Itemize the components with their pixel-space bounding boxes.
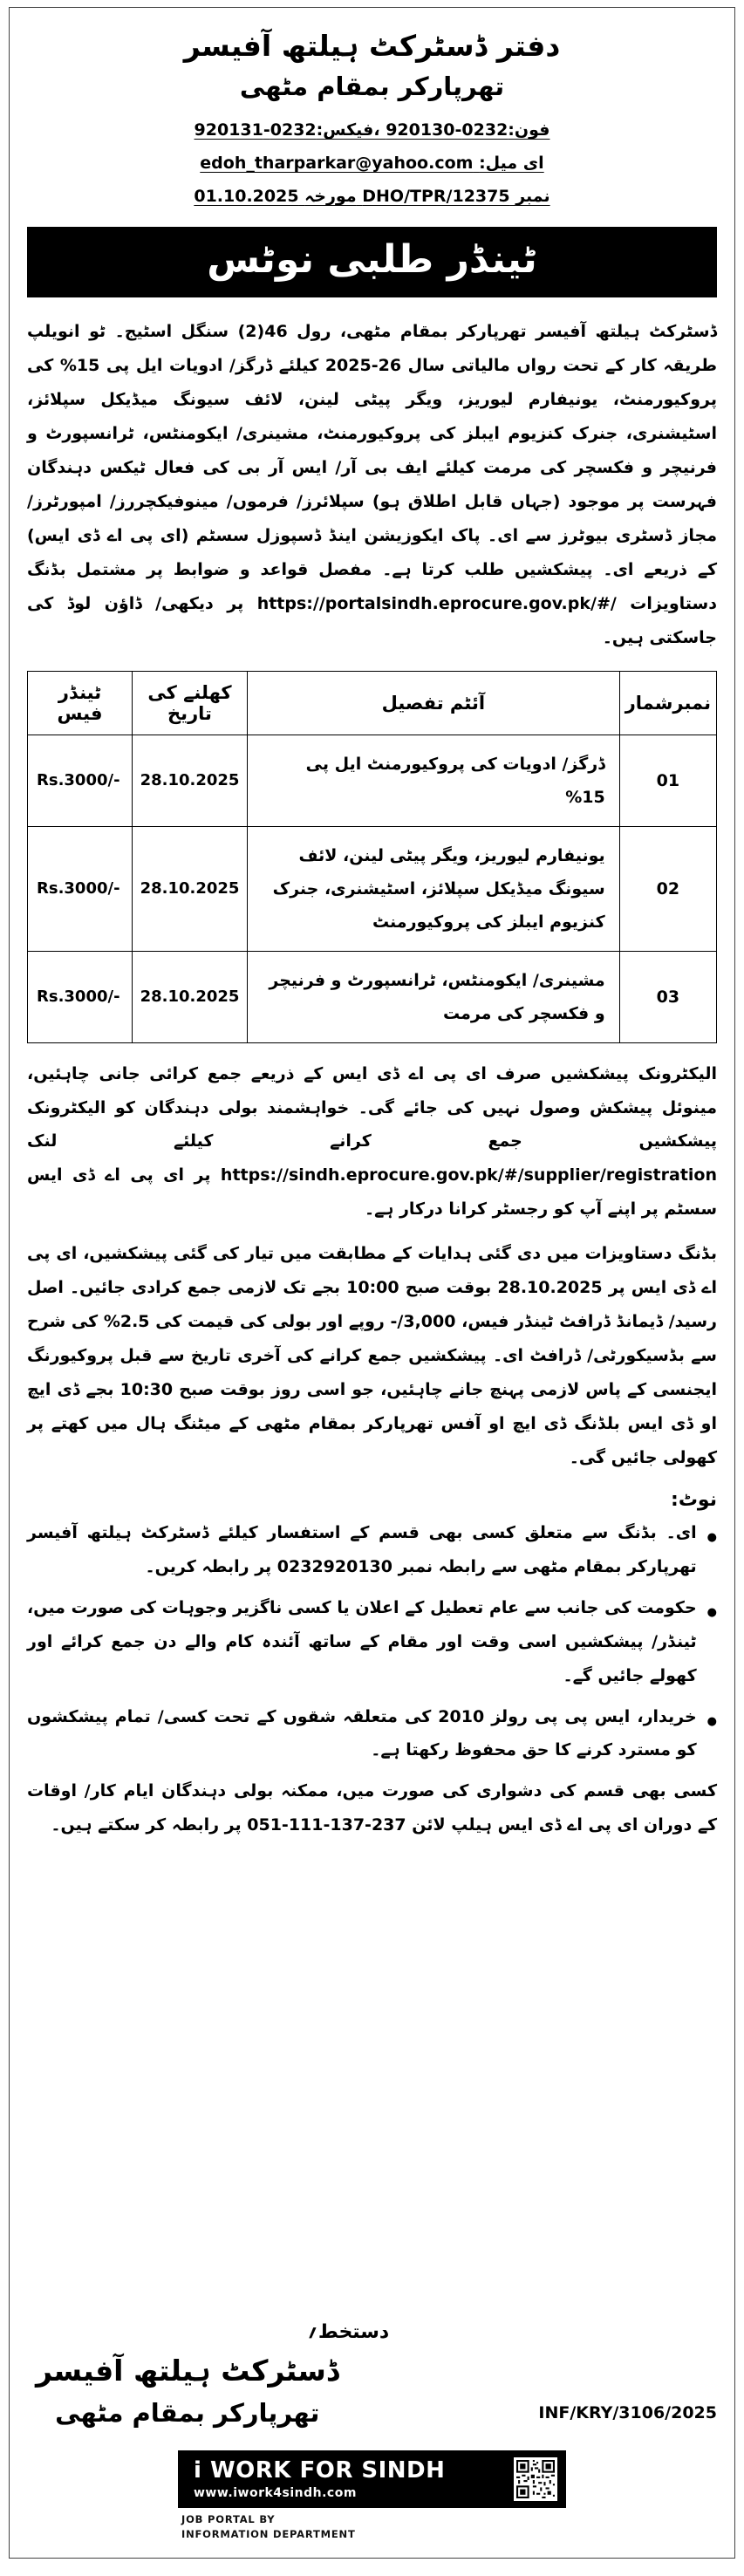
letterhead (27, 20, 717, 213)
ref-date: 01.10.2025 (194, 187, 299, 207)
iworkforsindh-footer (178, 2450, 566, 2543)
portal-url-link[interactable]: https://portalsindh.eprocure.gov.pk/#/ (256, 593, 617, 613)
table-row (28, 951, 717, 1042)
note-item-text: ای۔ بڈنگ سے متعلق کسی بھی قسم کے استفسار کیلئے ڈسٹرکٹ ہیلتھ آفیسر تھرپارکر بمقام مٹھی سے رابطہ نمبر 0232920130 پر رابطہ کریں۔ (27, 1522, 697, 1576)
footer-brand: i WORK FOR SINDH (194, 2457, 446, 2484)
cell-serial: 03 (619, 951, 716, 1042)
e-submission-paragraph (27, 1057, 717, 1227)
col-header-serial: نمبرشمار (619, 671, 716, 735)
footer-tagline-line2: INFORMATION DEPARTMENT (181, 2527, 356, 2540)
bullet-icon (707, 1700, 717, 1768)
cell-item: ڈرگز/ ادویات کی پروکیورمنٹ ایل پی 15% (248, 735, 620, 826)
helpline-paragraph: کسی بھی قسم کی دشواری کی صورت میں، ممکنہ بولی دہندگان ایام کار/ اوقات کے دوران ای پی اے ڈی ایس ہیلپ لائن 237-137-111-051 پر رابطہ کر سکتے ہیں۔ (27, 1781, 717, 1835)
note-item-text: حکومت کی جانب سے عام تعطیل کے اعلان یا کسی ناگزیر وجوہات کی صورت میں، ٹینڈر/ پیشکشیں اسی وقت اور مقام کے ساتھ آئندہ کام والے دن جمع کرائے اور کھولے جائیں گے۔ (27, 1597, 697, 1685)
cell-tender-fee: Rs.3000/- (28, 951, 133, 1042)
col-header-item: آئٹم تفصیل (248, 671, 620, 735)
ref-line (27, 180, 717, 213)
table-row (28, 735, 717, 826)
col-header-opening-date: کھلنے کی تاریخ (133, 671, 248, 735)
bullet-icon (707, 1591, 717, 1693)
signatory-title: ڈسٹرکٹ ہیلتھ آفیسر (36, 2353, 339, 2388)
tender-notice-banner (27, 227, 717, 297)
note-item (27, 1516, 717, 1584)
submission-text-after: پر ای پی اے ڈی ایس سسٹم پر اپنے آپ کو رجسٹر کرانا درکار ہے۔ (27, 1165, 717, 1220)
qr-code (514, 2457, 557, 2501)
deadline-paragraph: بڈنگ دستاویزات میں دی گئی ہدایات کے مطابقت میں تیار کی گئی پیشکشیں، ای پی اے ڈی ایس پر 28.10.2025 بوقت صبح 10:00 بجے تک لازمی جمع کرادی جائیں۔ اصل رسید/ ڈیمانڈ ڈرافٹ ٹینڈر فیس، 3,000/- روپے اور بولی کی قیمت کی 2.5% کی شرح سے بڈسیکورٹی/ ڈرافٹ ای۔ پیشکشیں جمع کرانے کی آخری تاریخ سے قبل پروکیورنگ ایجنسی کے پاس لازمی پہنچ جانے چاہئیں، جو اسی روز بوقت صبح 10:30 بجے ڈی ایچ او ڈی ایس بلڈنگ ڈی ایچ او آفس تھرپارکر بمقام مٹھی کے میٹنگ ہال میں کھتے پر کھولی جائیں گی۔ (27, 1244, 717, 1467)
col-header-tender-fee: ٹینڈر فیس (28, 671, 133, 735)
registration-url-link[interactable]: https://sindh.eprocure.gov.pk/#/supplier/registration (220, 1165, 717, 1186)
signature-block (27, 2321, 717, 2431)
note-item (27, 1700, 717, 1768)
cell-opening-date: 28.10.2025 (133, 951, 248, 1042)
note-item-text: خریدار، ایس پی پی رولز 2010 کی متعلقہ شقوں کے تحت کسی/ تمام پیشکشوں کو مسترد کرنے کا حق محفوظ رکھتا ہے۔ (27, 1706, 697, 1760)
cell-tender-fee: Rs.3000/- (28, 735, 133, 826)
footer-banner (178, 2450, 566, 2508)
cell-item: مشینری/ ایکومنٹس، ٹرانسپورٹ و فرنیچر و فکسچر کی مرمت (248, 951, 620, 1042)
tender-items-table (27, 671, 717, 1043)
ref-number: DHO/TPR/12375 (362, 187, 510, 207)
table-header-row (28, 671, 717, 735)
email-label: ای میل: (479, 154, 544, 174)
office-subtitle: تھرپارکر بمقام مٹھی (239, 72, 505, 102)
email-address[interactable]: edoh_tharparkar@yahoo.com (200, 154, 474, 174)
signatory-designation (27, 2347, 339, 2431)
intro-text-before: ڈسٹرکٹ ہیلتھ آفیسر تھرپارکر بمقام مٹھی، رول 46(2) سنگل اسٹیج۔ ٹو انویلپ طریقہ کار کے تحت رواں مالیاتی سال 26-2025 کیلئے ڈرگز/ ادویات ایل پی 15% کی پروکیورمنٹ، یونیفارم لیوریز، ویگر پیٹی لینن، لائف سیونگ میڈیکل سپلائز، اسٹیشنری، جنرک کنزیوم ایبلز کی پروکیورمنٹ، مشینری/ ایکومنٹس، ٹرانسپورٹ و فرنیچر و فکسچر کی مرمت کیلئے ایف بی آر/ ایس آر بی کی فعال ٹیکس دہندگان فہرست پر موجود (جہاں قابل اطلاق ہو) سپلائرز/ فرموں/ مینوفیکچررز/ امپورٹرز/ مجاز ڈسٹری بیوٹرز سے ای۔ پاک ایکوزیشن اینڈ ڈسپوزل سسٹم (ای پی اے ڈی ایس) کے ذریعے ای۔ پیشکشیں طلب کرتا ہے۔ مفصل قواعد و ضوابط پر مشتمل بڈنگ دستاویزات (27, 322, 717, 613)
table-row (28, 826, 717, 951)
footer-tagline-line1: JOB PORTAL BY (181, 2512, 276, 2525)
spacer (27, 1853, 717, 2313)
note-heading: نوٹ: (671, 1488, 717, 1511)
cell-opening-date: 28.10.2025 (133, 826, 248, 951)
intro-paragraph (27, 315, 717, 654)
signatory-location: تھرپارکر بمقام مٹھی (55, 2397, 320, 2428)
intro-text-after: پر دیکھی/ ڈاؤن لوڈ کی جاسکتی ہیں۔ (27, 593, 717, 647)
bullet-icon (707, 1516, 717, 1584)
banner-title: ٹینڈر طلبی نوٹس (207, 237, 537, 283)
email-line (27, 147, 717, 180)
cell-serial: 02 (619, 826, 716, 951)
ref-label: نمبر (515, 187, 550, 207)
footer-tagline (178, 2512, 566, 2543)
notice-frame (9, 7, 735, 2559)
footer-website[interactable]: www.iwork4sindh.com (194, 2486, 357, 2500)
note-item (27, 1591, 717, 1693)
cell-serial: 01 (619, 735, 716, 826)
cell-item: یونیفارم لیوریز، ویگر پیٹی لینن، لائف سیونگ میڈیکل سپلائز، اسٹیشنری، جنرک کنزیوم ایبلز کی پروکیورمنٹ (248, 826, 620, 951)
signature-label: دستخط؍ (307, 2320, 390, 2343)
cell-tender-fee: Rs.3000/- (28, 826, 133, 951)
inf-reference: INF/KRY/3106/2025 (538, 2402, 717, 2422)
cell-opening-date: 28.10.2025 (133, 735, 248, 826)
office-title: دفتر ڈسٹرکٹ ہیلتھ آفیسر (183, 29, 561, 63)
phone-fax-line: فون:0232-920130 ،فیکس:0232-920131 (194, 120, 550, 140)
submission-text-before: الیکٹرونک پیشکشیں صرف ای پی اے ڈی ایس کے ذریعے جمع کرائی جانی چاہئیں، مینوئل پیشکش وصول نہیں کی جائے گی۔ خواہشمند بولی دہندگان کو الیکٹرونک پیشکشیں جمع کرانے کیلئے لنک (27, 1063, 717, 1151)
ref-date-label: مورخہ (304, 187, 357, 207)
